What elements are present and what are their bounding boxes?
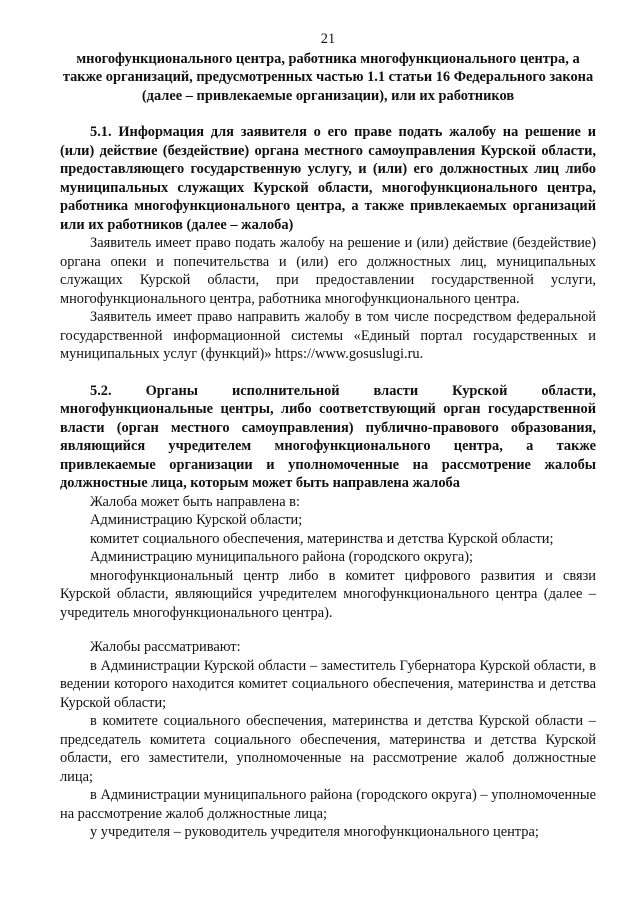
- review-item: в Администрации Курской области – заместитель Губернатора Курской области, в ведении которого находится комитет социального обеспечения, материнства и детства Курской области;: [60, 657, 596, 711]
- intro-heading: многофункционального центра, работника многофункционального центра, а также организаций, предусмотренных частью 1.1 статьи 16 Федерального закона (далее – привлекаемые организации), или их работников: [62, 50, 594, 104]
- list-item: комитет социального обеспечения, материнства и детства Курской области;: [90, 530, 554, 547]
- review-lead: Жалобы рассматривают:: [90, 639, 241, 655]
- section-5-1-heading: 5.1. Информация для заявителя о его праве подать жалобу на решение и (или) действие (бездействие) органа местного самоуправления Курской области, предоставляющего государственную услугу, и (или) его должностных лиц либо муниципальных служащих Курской области, многофункционального центра, работника многофункционального центра, а также привлекаемых организаций или их работников (далее – жалоба): [60, 124, 596, 233]
- review-item: в Администрации муниципального района (городского округа) – уполномоченные на рассмотрение жалоб должностные лица;: [60, 787, 596, 822]
- review-item: в комитете социального обеспечения, материнства и детства Курской области – председатель комитета социального обеспечения, материнства и детства Курской области, его заместители, уполномоченные на рассмотрение жалоб должностные лица;: [60, 713, 596, 785]
- list-item: Администрацию Курской области;: [90, 512, 303, 528]
- section-5-2-heading: 5.2. Органы исполнительной власти Курской области, многофункциональные центры, либо соответствующий орган государственной власти (орган местного самоуправления) публично-правового образования, являющийся учредителем многофункционального центра, а также привлекаемые организации и уполномоченные на рассмотрение жалобы должностные лица, которым может быть направлена жалоба: [60, 382, 596, 491]
- review-item: у учредителя – руководитель учредителя многофункционального центра;: [90, 824, 539, 840]
- section-5-1-paragraph: Заявитель имеет право направить жалобу в том числе посредством федеральной государственной информационной системы «Единый портал государственных и муниципальных услуг (функций)» https://www.gosuslugi.ru.: [60, 309, 596, 362]
- section-5-2-lead: Жалоба может быть направлена в:: [90, 493, 300, 510]
- page-number: 21: [320, 31, 336, 47]
- list-item: Администрацию муниципального района (городского округа);: [90, 549, 474, 565]
- section-5-1-paragraph: Заявитель имеет право подать жалобу на решение и (или) действие (бездействие) органа опеки и попечительства и (или) его должностных лиц, муниципальных служащих Курской области, при предоставлении государственной услуги, многофункционального центра, работника многофункционального центра.: [60, 235, 596, 307]
- list-item: многофункциональный центр либо в комитет цифрового развития и связи Курской области, являющийся учредителем многофункционального центра (далее – учредитель многофункционального центра).: [60, 567, 596, 621]
